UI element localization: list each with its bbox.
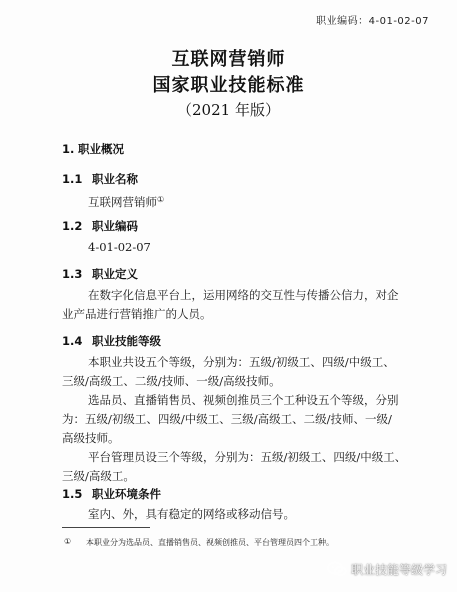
section-heading-1-4: [62, 333, 161, 349]
grade-line: 三级/高级工、二级/技师、一级/高级技师。: [62, 374, 281, 388]
section-title: 职业技能等级: [92, 334, 161, 348]
watermark-text: 职业技能等级学习: [350, 562, 447, 577]
grade-line: 选品员、直播销售员、视频创推员三个工种设五个等级，分别: [88, 393, 399, 407]
section-number: 1.4: [62, 334, 83, 348]
grade-line: 高级技师。: [62, 431, 120, 445]
occupation-code: 4-01-02-07: [88, 240, 151, 254]
section-title: 职业环境条件: [92, 487, 161, 501]
section-title: 职业编码: [92, 219, 138, 233]
section-heading-1-5: [62, 486, 161, 502]
section-heading-1-2: [62, 218, 138, 234]
document-subtitle: 国家职业技能标准: [152, 75, 305, 96]
section-number: 1.3: [62, 267, 83, 281]
footnote-text: 本职业分为选品员、直播销售员、视频创推员、平台管理员四个工种。: [86, 538, 334, 547]
grade-line: 平台管理员设三个等级，分别为：五级/初级工、四级/中级工、: [88, 450, 407, 464]
section-heading-1-3: [62, 266, 138, 282]
section-number: 1.1: [62, 172, 83, 186]
section-title: 职业名称: [92, 172, 138, 186]
occupation-name-text: 互联网营销师: [88, 195, 157, 209]
definition-line: 业产品进行营销推广的人员。: [62, 307, 212, 321]
occupation-name: [88, 190, 164, 212]
footnote: [64, 537, 334, 548]
section-number: 1.2: [62, 219, 83, 233]
footnote-divider: [62, 527, 150, 528]
section-number: 1.5: [62, 487, 83, 501]
footnote-reference: ①: [157, 195, 165, 204]
environment-text: 室内、外，具有稳定的网络或移动信号。: [88, 507, 295, 521]
occupation-code-header: 职业编码：4-01-02-07: [316, 16, 429, 27]
wechat-icon: [327, 561, 347, 577]
edition-label: （2021 年版）: [177, 101, 280, 119]
watermark: [327, 558, 447, 580]
grade-line: 本职业共设五个等级，分别为：五级/初级工、四级/中级工、: [88, 355, 395, 369]
section-title: 职业概况: [78, 142, 124, 156]
grade-line: 为：五级/初级工、四级/中级工、三级/高级工、二级/技师、一级/: [62, 412, 392, 426]
section-heading-1: [62, 141, 124, 157]
grade-line: 三级/高级工。: [62, 469, 135, 483]
document-title: 互联网营销师: [171, 49, 286, 70]
footnote-mark: ①: [64, 537, 72, 546]
section-heading-1-1: [62, 171, 138, 187]
definition-line: 在数字化信息平台上，运用网络的交互性与传播公信力，对企: [88, 288, 399, 302]
section-number: 1.: [62, 142, 75, 156]
section-title: 职业定义: [92, 267, 138, 281]
